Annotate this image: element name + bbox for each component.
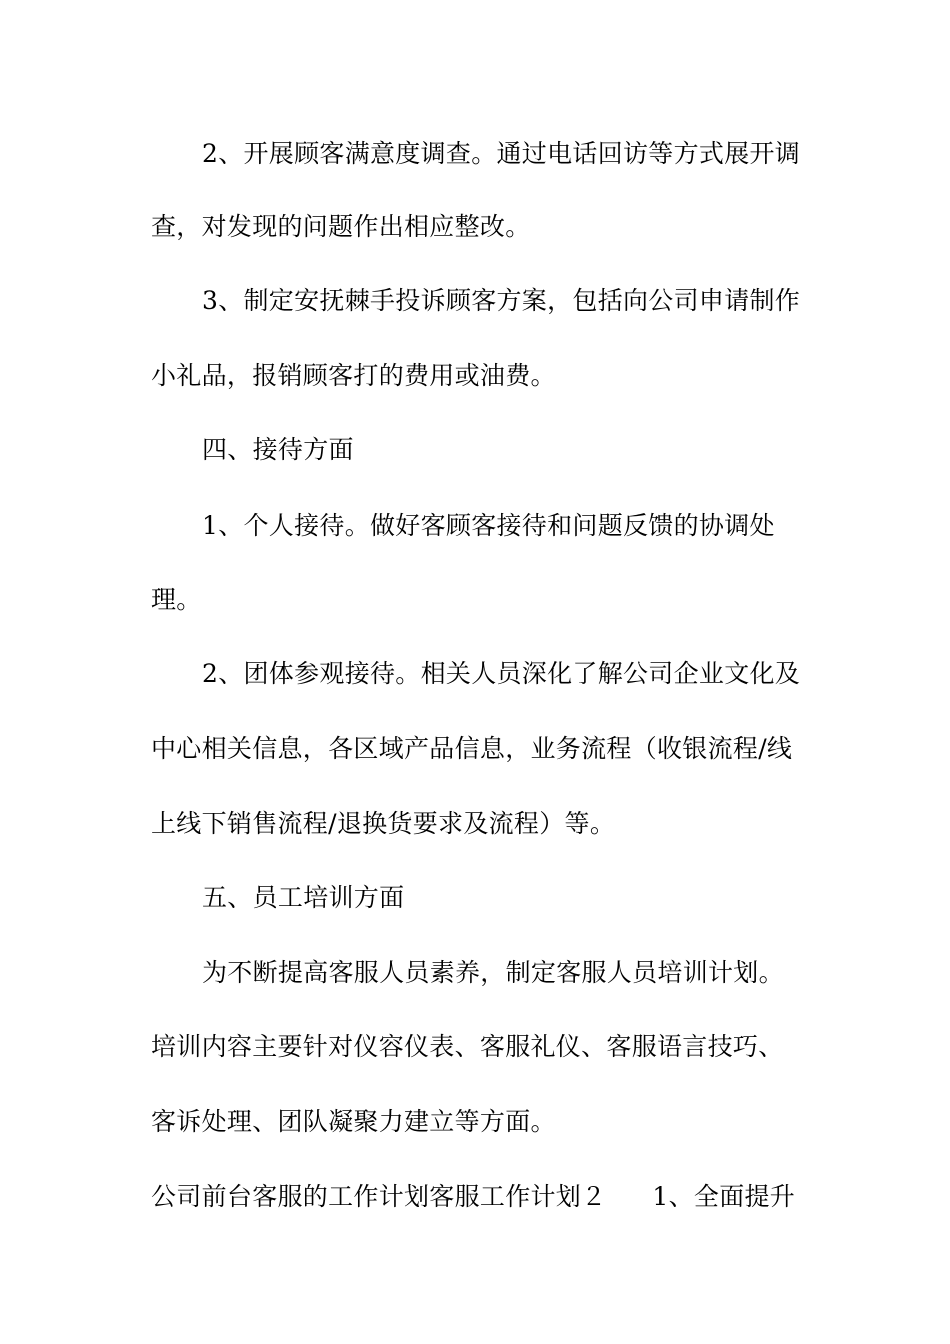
paragraph-line: 2、团体参观接待。相关人员深化了解公司企业文化及	[202, 659, 801, 688]
paragraph-line: 查，对发现的问题作出相应整改。	[151, 212, 531, 241]
paragraph-line: 1、个人接待。做好客顾客接待和问题反馈的协调处	[202, 511, 775, 540]
document-title-line	[151, 1181, 811, 1213]
paragraph-line: 理。	[151, 585, 202, 614]
section-heading: 四、接待方面	[202, 435, 354, 464]
paragraph-line: 2、开展顾客满意度调查。通过电话回访等方式展开调	[202, 139, 801, 168]
paragraph-line: 上线下销售流程/退换货要求及流程）等。	[151, 809, 616, 838]
paragraph-line: 中心相关信息，各区域产品信息，业务流程（收银流程/线	[151, 734, 793, 763]
paragraph-line: 培训内容主要针对仪容仪表、客服礼仪、客服语言技巧、	[151, 1032, 784, 1061]
paragraph-line: 客诉处理、团队凝聚力建立等方面。	[151, 1107, 556, 1136]
continuation-text: 1、全面提升	[652, 1182, 796, 1211]
paragraph-line: 为不断提高客服人员素养，制定客服人员培训计划。	[202, 958, 784, 987]
section-heading: 五、员工培训方面	[202, 883, 405, 912]
document-title: 公司前台客服的工作计划客服工作计划２	[151, 1182, 607, 1211]
paragraph-line: 小礼品，报销顾客打的费用或油费。	[151, 361, 556, 390]
paragraph-line: 3、制定安抚棘手投诉顾客方案，包括向公司申请制作	[202, 286, 801, 315]
